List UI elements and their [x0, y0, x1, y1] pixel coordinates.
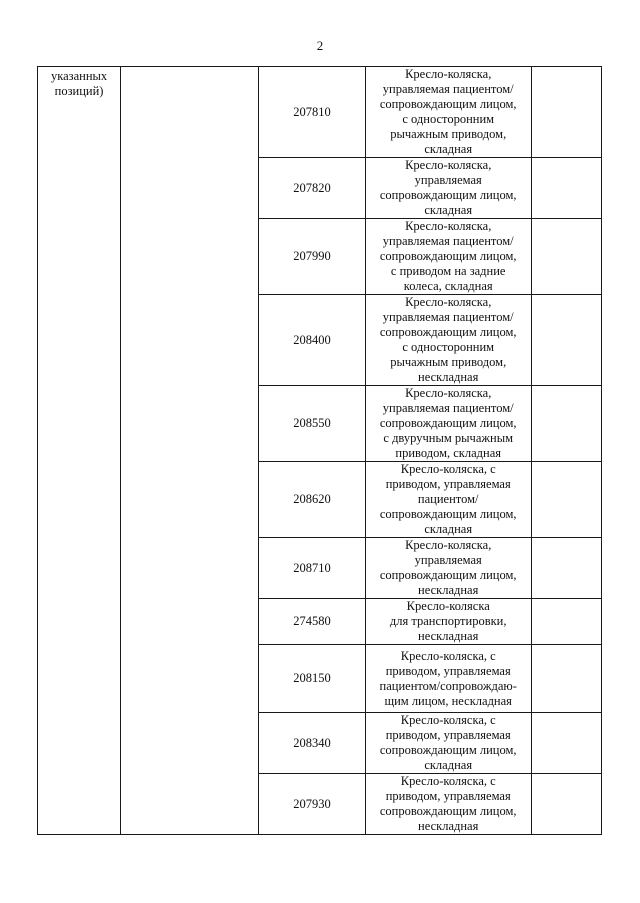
product-code-cell: 208150 [259, 645, 365, 713]
product-name-line: управляемая пациентом/ [382, 82, 514, 96]
product-name-line: Кресло-коляска, [405, 158, 492, 172]
product-name-line: Кресло-коляска, с [400, 648, 496, 663]
product-name-line: сопровождающим лицом, [379, 507, 517, 521]
product-name-cell [365, 538, 531, 599]
product-name-line: сопровождающим лицом, [379, 325, 517, 339]
product-name-line: с двуручным рычажным [383, 431, 514, 445]
product-name-line: управляемая [414, 553, 482, 567]
empty-last-cell [531, 219, 601, 295]
product-name-line: рычажным приводом, [390, 127, 507, 141]
product-name-line: приводом, управляемая [385, 728, 511, 742]
empty-last-cell [531, 158, 601, 219]
product-name-line: управляемая пациентом/ [382, 401, 514, 415]
product-name-cell [365, 219, 531, 295]
product-name-line: приводом, управляемая [385, 789, 511, 803]
wheelchair-table [37, 66, 602, 835]
product-code-cell: 208710 [259, 538, 365, 599]
product-name-line: пациентом/сопровождаю- [379, 678, 517, 693]
empty-last-cell [531, 713, 601, 774]
product-name-line: сопровождающим лицом, [379, 249, 517, 263]
product-name-cell [365, 599, 531, 645]
product-name-line: с односторонним [402, 112, 495, 126]
product-name-cell [365, 774, 531, 835]
product-name-line: складная [424, 203, 473, 217]
product-name-line: управляемая пациентом/ [382, 310, 514, 324]
product-name-line: Кресло-коляска, [405, 386, 492, 400]
empty-last-cell [531, 599, 601, 645]
product-name-line: приводом, управляемая [385, 663, 511, 678]
group-label-cell [38, 67, 121, 835]
empty-column-cell [121, 67, 259, 835]
product-name-line: приводом, складная [395, 446, 502, 460]
product-code-cell: 207820 [259, 158, 365, 219]
product-name-line: складная [424, 758, 473, 772]
product-name-line: сопровождающим лицом, [379, 416, 517, 430]
empty-last-cell [531, 462, 601, 538]
product-name-line: Кресло-коляска, [405, 219, 492, 233]
product-name-cell [365, 295, 531, 386]
product-code-cell: 207990 [259, 219, 365, 295]
product-code-cell: 208340 [259, 713, 365, 774]
product-name-line: складная [424, 142, 473, 156]
product-name-line: пациентом/ [417, 492, 479, 506]
group-label-line: указанных [50, 69, 108, 83]
product-name-line: для транспортировки, [389, 614, 507, 628]
table-row [38, 67, 602, 158]
empty-last-cell [531, 538, 601, 599]
product-name-cell [365, 462, 531, 538]
product-name-line: Кресло-коляска, с [400, 713, 496, 727]
product-code-cell: 208400 [259, 295, 365, 386]
empty-last-cell [531, 774, 601, 835]
product-name-line: управляемая [414, 173, 482, 187]
product-name-cell [365, 713, 531, 774]
product-code-cell: 207810 [259, 67, 365, 158]
product-name-line: щим лицом, нескладная [384, 693, 512, 708]
product-name-line: складная [424, 522, 473, 536]
table-body [38, 67, 602, 835]
empty-last-cell [531, 645, 601, 713]
product-name-cell [365, 67, 531, 158]
product-name-line: Кресло-коляска, [405, 67, 492, 81]
product-name-line: приводом, управляемая [385, 477, 511, 491]
product-code-cell: 207930 [259, 774, 365, 835]
product-name-line: сопровождающим лицом, [379, 568, 517, 582]
product-code-cell: 208620 [259, 462, 365, 538]
product-name-line: сопровождающим лицом, [379, 97, 517, 111]
empty-last-cell [531, 67, 601, 158]
product-name-line: сопровождающим лицом, [379, 743, 517, 757]
product-name-line: сопровождающим лицом, [379, 188, 517, 202]
product-name-line: Кресло-коляска, с [400, 774, 496, 788]
product-name-line: нескладная [418, 370, 479, 384]
product-name-line: Кресло-коляска, с [400, 462, 496, 476]
product-name-line: Кресло-коляска [406, 599, 490, 613]
product-name-line: нескладная [418, 819, 479, 833]
product-name-line: сопровождающим лицом, [379, 804, 517, 818]
product-name-line: с односторонним [402, 340, 495, 354]
empty-last-cell [531, 386, 601, 462]
product-name-line: управляемая пациентом/ [382, 234, 514, 248]
page-number: 2 [316, 38, 324, 53]
product-code-cell: 274580 [259, 599, 365, 645]
product-name-cell [365, 386, 531, 462]
product-name-cell [365, 645, 531, 713]
product-name-line: Кресло-коляска, [405, 295, 492, 309]
empty-last-cell [531, 295, 601, 386]
product-code-cell: 208550 [259, 386, 365, 462]
product-name-line: Кресло-коляска, [405, 538, 492, 552]
product-name-line: рычажным приводом, [390, 355, 507, 369]
group-label-line: позиций) [54, 84, 104, 98]
product-name-line: с приводом на задние [390, 264, 506, 278]
product-name-line: колеса, складная [403, 279, 493, 293]
product-name-line: нескладная [418, 583, 479, 597]
product-name-cell [365, 158, 531, 219]
product-name-line: нескладная [418, 629, 479, 643]
